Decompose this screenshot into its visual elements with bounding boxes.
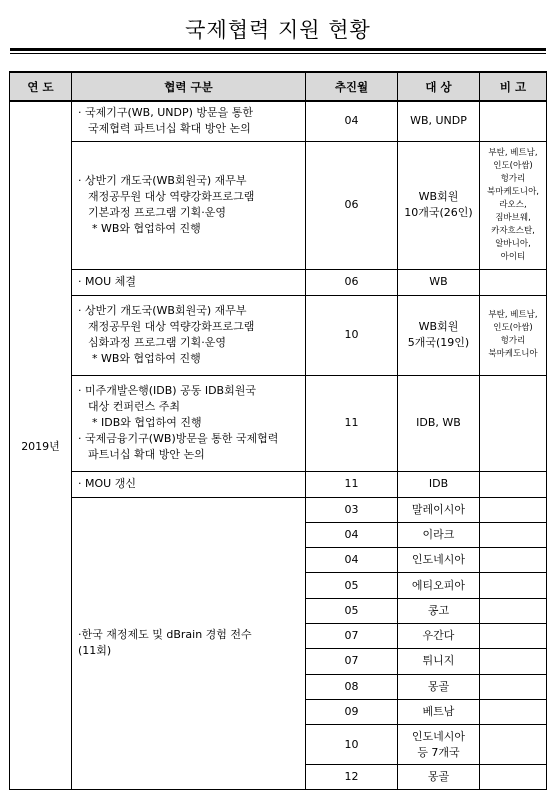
target-line: 인도네시아 bbox=[411, 729, 466, 743]
month-cell: 07 bbox=[306, 649, 398, 674]
target-line: 에티오피아 bbox=[411, 578, 466, 592]
target-line: IDB bbox=[428, 477, 449, 490]
note-cell bbox=[480, 295, 547, 375]
title-rule-thick bbox=[10, 48, 546, 51]
table-row bbox=[10, 101, 547, 141]
desc-line: · 상반기 개도국(WB회원국) 재무부 bbox=[78, 304, 247, 317]
note-line: 짐바브웨, bbox=[495, 212, 531, 223]
target-cell bbox=[398, 699, 480, 724]
target-cell bbox=[398, 649, 480, 674]
category-cell bbox=[72, 497, 306, 790]
desc-line: · MOU 체결 bbox=[78, 275, 136, 288]
target-line: WB bbox=[429, 275, 448, 288]
target-line: 베트남 bbox=[422, 705, 455, 719]
target-cell bbox=[398, 141, 480, 269]
transfer-line: (11회) bbox=[78, 644, 112, 658]
target-cell bbox=[398, 674, 480, 699]
category-cell bbox=[72, 269, 306, 295]
category-cell bbox=[72, 471, 306, 497]
target-line: WB회원 bbox=[418, 190, 459, 203]
target-line: 몽골 bbox=[427, 679, 450, 693]
target-line: 몽골 bbox=[427, 770, 450, 784]
note-cell bbox=[480, 623, 547, 648]
note-line: 헝가리 bbox=[500, 173, 526, 184]
desc-line: * WB와 협업하여 진행 bbox=[92, 222, 201, 235]
target-cell bbox=[398, 598, 480, 623]
header-category: 협력 구분 bbox=[72, 72, 306, 101]
header-month: 추진월 bbox=[306, 72, 398, 101]
target-cell bbox=[398, 623, 480, 648]
table-row bbox=[10, 471, 547, 497]
note-line: 알바니아, bbox=[495, 238, 531, 249]
note-cell bbox=[480, 548, 547, 573]
target-cell bbox=[398, 548, 480, 573]
desc-line: · 상반기 개도국(WB회원국) 재무부 bbox=[78, 174, 247, 187]
target-line: 이라크 bbox=[422, 527, 455, 541]
title-block bbox=[10, 6, 546, 56]
note-cell bbox=[480, 649, 547, 674]
desc-line: 심화과정 프로그램 기획·운영 bbox=[88, 336, 227, 349]
target-line: 인도네시아 bbox=[411, 553, 466, 567]
target-cell bbox=[398, 522, 480, 547]
table-row bbox=[10, 141, 547, 269]
desc-line: · MOU 갱신 bbox=[78, 477, 136, 490]
note-cell bbox=[480, 375, 547, 471]
target-line: IDB, WB bbox=[416, 416, 461, 429]
note-cell bbox=[480, 141, 547, 269]
month-cell: 05 bbox=[306, 573, 398, 598]
table-header-row bbox=[10, 72, 547, 101]
note-cell bbox=[480, 674, 547, 699]
note-line: 헝가리 bbox=[500, 336, 526, 346]
month-cell: 09 bbox=[306, 699, 398, 724]
note-line: 라오스, bbox=[499, 199, 527, 210]
target-line: 10개국(26인) bbox=[404, 206, 473, 219]
header-note: 비 고 bbox=[480, 72, 547, 101]
target-cell bbox=[398, 375, 480, 471]
note-line: 북마케도니아 bbox=[488, 349, 538, 359]
desc-line: * IDB와 협업하여 진행 bbox=[92, 416, 202, 429]
target-line: 우간다 bbox=[422, 629, 455, 643]
note-cell bbox=[480, 101, 547, 141]
target-cell bbox=[398, 497, 480, 522]
desc-line: 국제협력 파트너십 확대 방안 논의 bbox=[88, 122, 251, 136]
note-line: 북마케도니아, bbox=[487, 186, 539, 197]
desc-line: · 국제기구(WB, UNDP) 방문을 통한 bbox=[78, 106, 254, 120]
month-cell: 08 bbox=[306, 674, 398, 699]
target-line: WB회원 bbox=[418, 320, 459, 333]
month-cell: 06 bbox=[306, 269, 398, 295]
table-row bbox=[10, 295, 547, 375]
target-cell bbox=[398, 725, 480, 765]
note-cell bbox=[480, 522, 547, 547]
category-cell bbox=[72, 101, 306, 141]
transfer-line: ·한국 재정제도 및 dBrain 경험 전수 bbox=[78, 628, 252, 642]
note-cell bbox=[480, 725, 547, 765]
note-line: 아이티 bbox=[500, 251, 526, 262]
target-line: 말레이시아 bbox=[411, 502, 466, 516]
target-cell bbox=[398, 269, 480, 295]
target-line: 튀니지 bbox=[422, 654, 455, 668]
month-cell: 04 bbox=[306, 522, 398, 547]
table-row bbox=[10, 269, 547, 295]
category-cell bbox=[72, 375, 306, 471]
page-title: 국제협력 지원 현황 bbox=[185, 18, 371, 42]
target-cell bbox=[398, 471, 480, 497]
desc-line: · 국제금융기구(WB)방문을 통한 국제협력 bbox=[78, 432, 279, 445]
note-line: 부탄, 베트남, bbox=[488, 310, 538, 320]
note-line: 인도(아쌈) bbox=[493, 323, 533, 333]
month-cell: 10 bbox=[306, 725, 398, 765]
category-cell bbox=[72, 295, 306, 375]
note-cell bbox=[480, 699, 547, 724]
year-cell: 2019년 bbox=[10, 101, 72, 790]
target-cell bbox=[398, 295, 480, 375]
month-cell: 06 bbox=[306, 141, 398, 269]
month-cell: 12 bbox=[306, 765, 398, 790]
desc-line: 기본과정 프로그램 기획·운영 bbox=[88, 206, 227, 219]
note-cell bbox=[480, 573, 547, 598]
month-cell: 05 bbox=[306, 598, 398, 623]
table-row bbox=[10, 375, 547, 471]
desc-line: · 미주개발은행(IDB) 공동 IDB회원국 bbox=[78, 384, 256, 397]
desc-line: 파트너십 확대 방안 논의 bbox=[88, 448, 205, 461]
target-cell bbox=[398, 101, 480, 141]
target-line: 콩고 bbox=[427, 603, 450, 617]
title-rule-thin bbox=[10, 53, 546, 54]
month-cell: 04 bbox=[306, 101, 398, 141]
month-cell: 11 bbox=[306, 471, 398, 497]
desc-line: 재정공무원 대상 역량강화프로그램 bbox=[88, 320, 255, 333]
desc-line: * WB와 협업하여 진행 bbox=[92, 352, 201, 365]
note-cell bbox=[480, 765, 547, 790]
target-cell bbox=[398, 765, 480, 790]
header-target: 대 상 bbox=[398, 72, 480, 101]
target-line: WB, UNDP bbox=[410, 114, 467, 128]
table-row bbox=[10, 497, 547, 522]
desc-line: 대상 컨퍼런스 주최 bbox=[88, 400, 181, 413]
note-cell bbox=[480, 598, 547, 623]
note-line: 카자흐스탄, bbox=[491, 225, 535, 236]
note-cell bbox=[480, 269, 547, 295]
note-line: 인도(아쌈) bbox=[493, 160, 533, 171]
table-body bbox=[10, 101, 547, 790]
note-line: 부탄, 베트남, bbox=[488, 147, 538, 158]
header-year: 연 도 bbox=[10, 72, 72, 101]
month-cell: 03 bbox=[306, 497, 398, 522]
month-cell: 04 bbox=[306, 548, 398, 573]
target-line: 등 7개국 bbox=[417, 745, 460, 759]
month-cell: 10 bbox=[306, 295, 398, 375]
target-line: 5개국(19인) bbox=[407, 336, 470, 349]
desc-line: 재정공무원 대상 역량강화프로그램 bbox=[88, 190, 255, 203]
month-cell: 07 bbox=[306, 623, 398, 648]
target-cell bbox=[398, 573, 480, 598]
category-cell bbox=[72, 141, 306, 269]
cooperation-table bbox=[9, 71, 547, 790]
note-cell bbox=[480, 471, 547, 497]
month-cell: 11 bbox=[306, 375, 398, 471]
note-cell bbox=[480, 497, 547, 522]
